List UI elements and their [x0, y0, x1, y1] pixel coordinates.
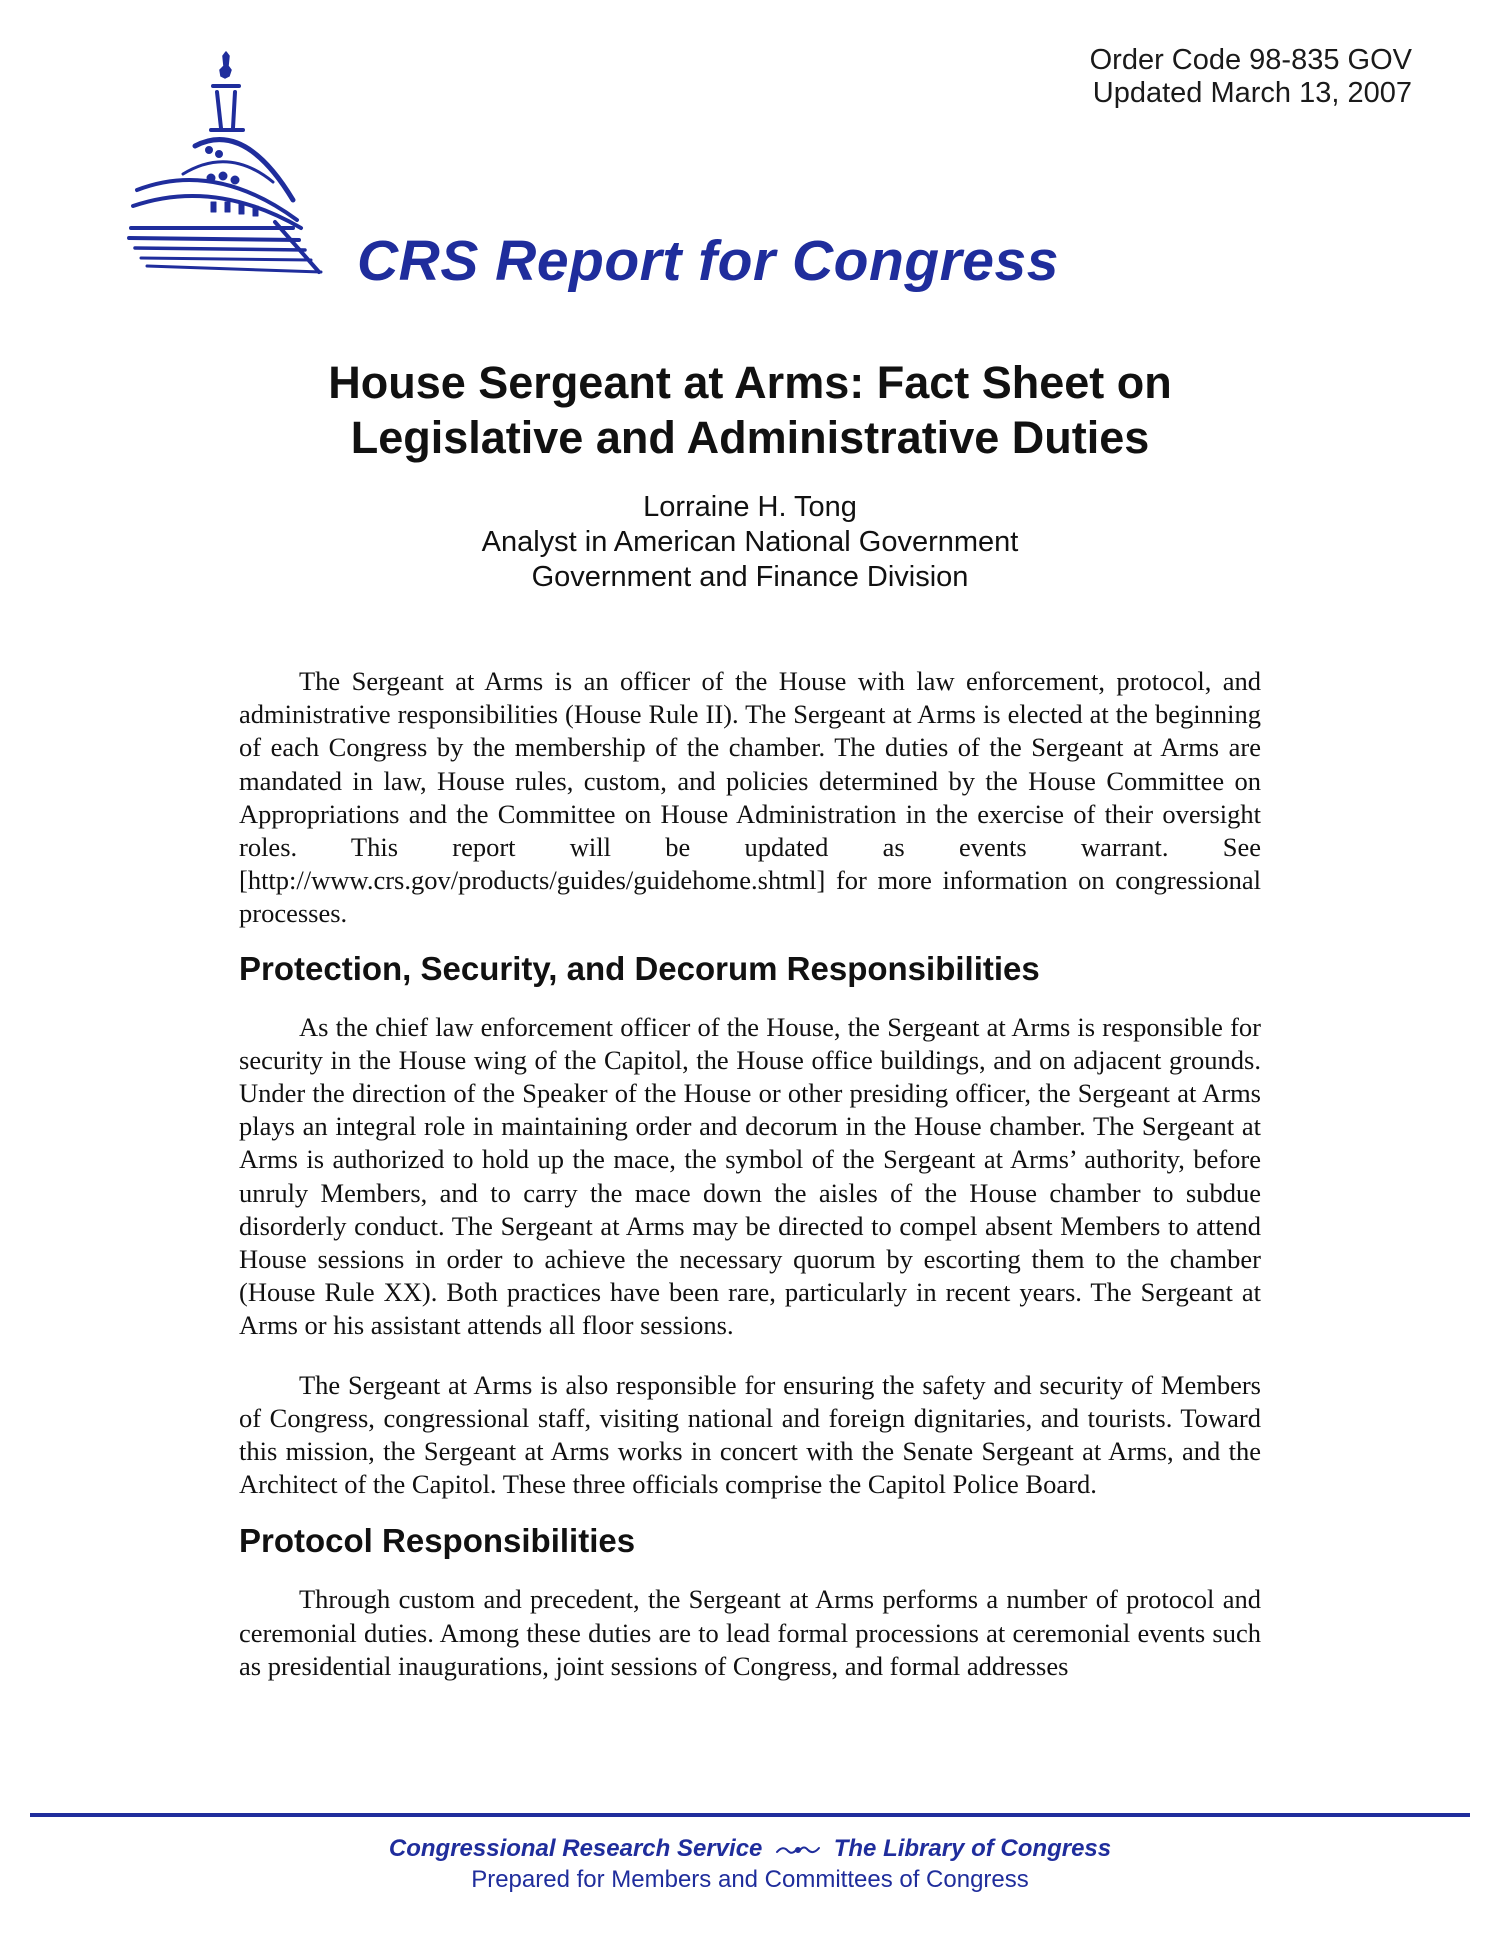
updated-date: Updated March 13, 2007	[1092, 77, 1412, 109]
author-name: Lorraine H. Tong	[643, 491, 857, 523]
page-footer	[200, 1834, 1300, 1895]
author-position: Analyst in American National Government	[481, 526, 1019, 558]
footer-crs-name: Congressional Research Service	[388, 1835, 763, 1862]
footer-line-2: Prepared for Members and Committees of Congress	[471, 1865, 1029, 1893]
protocol-paragraph-1: Through custom and precedent, the Sergeant at Arms performs a number of protocol and ceremonial duties. Among these duties are to lead formal processions at ceremonial events such as presidential inaugurations, joint sessions of Congress, and formal addresses	[239, 1584, 1261, 1681]
author-division: Government and Finance Division	[531, 561, 969, 593]
footer-line-1	[200, 1834, 1300, 1865]
order-code-block	[1090, 44, 1412, 110]
footer-divider	[30, 1813, 1470, 1817]
title-line-2: Legislative and Administrative Duties	[350, 412, 1150, 463]
capitol-dome-icon	[125, 50, 365, 300]
author-block	[300, 490, 1200, 595]
protection-paragraph-1: As the chief law enforcement officer of the House, the Sergeant at Arms is responsible for security in the House wing of the Capitol, the House office buildings, and on adjacent grounds. Under the direction of the Speaker of the House or other presiding officer, the Sergeant at Arms plays an integral role in maintaining order and decorum in the House chamber. The Sergeant at Arms is authorized to hold up the mace, the symbol of the Sergeant at Arms’ authority, before unruly Members, and to carry the mace down the aisles of the House chamber to subdue disorderly conduct. The Sergeant at Arms may be directed to compel absent Members to attend House sessions in order to achieve the necessary quorum by escorting them to the chamber (House Rule XX). Both practices have been rare, particularly in recent years. The Sergeant at Arms or his assistant attends all floor sessions.	[239, 1011, 1261, 1341]
section-heading-protection: Protection, Security, and Decorum Responsibilities	[239, 949, 1040, 987]
crs-report-logo-text: CRS Report for Congress	[357, 229, 1059, 293]
ornament-icon	[775, 1835, 821, 1865]
order-code: Order Code 98-835 GOV	[1089, 44, 1412, 76]
title-line-1: House Sergeant at Arms: Fact Sheet on	[328, 357, 1172, 408]
section-heading-protocol: Protocol Responsibilities	[239, 1522, 636, 1560]
summary-paragraph: The Sergeant at Arms is an officer of the House with law enforcement, protocol, and administrative responsibilities (House Rule II). The Sergeant at Arms is elected at the beginning of each Congress by the membership of the chamber. The duties of the Sergeant at Arms are mandated in law, House rules, custom, and policies determined by the House Committee on Appropriations and the Committee on House Administration in the exercise of their oversight roles. This report will be updated as events warrant. See [http://www.crs.gov/products/guides/guidehome.shtml] for more information on congressional processes.	[239, 666, 1261, 929]
report-body	[239, 665, 1261, 1683]
protection-paragraph-2: The Sergeant at Arms is also responsible for ensuring the safety and security of Members of Congress, congressional staff, visiting national and foreign dignitaries, and tourists. Toward this mission, the Sergeant at Arms works in concert with the Senate Sergeant at Arms, and the Architect of the Capitol. These three officials comprise the Capitol Police Board.	[239, 1369, 1261, 1500]
footer-loc-name: The Library of Congress	[833, 1835, 1112, 1862]
page-title	[200, 355, 1300, 465]
